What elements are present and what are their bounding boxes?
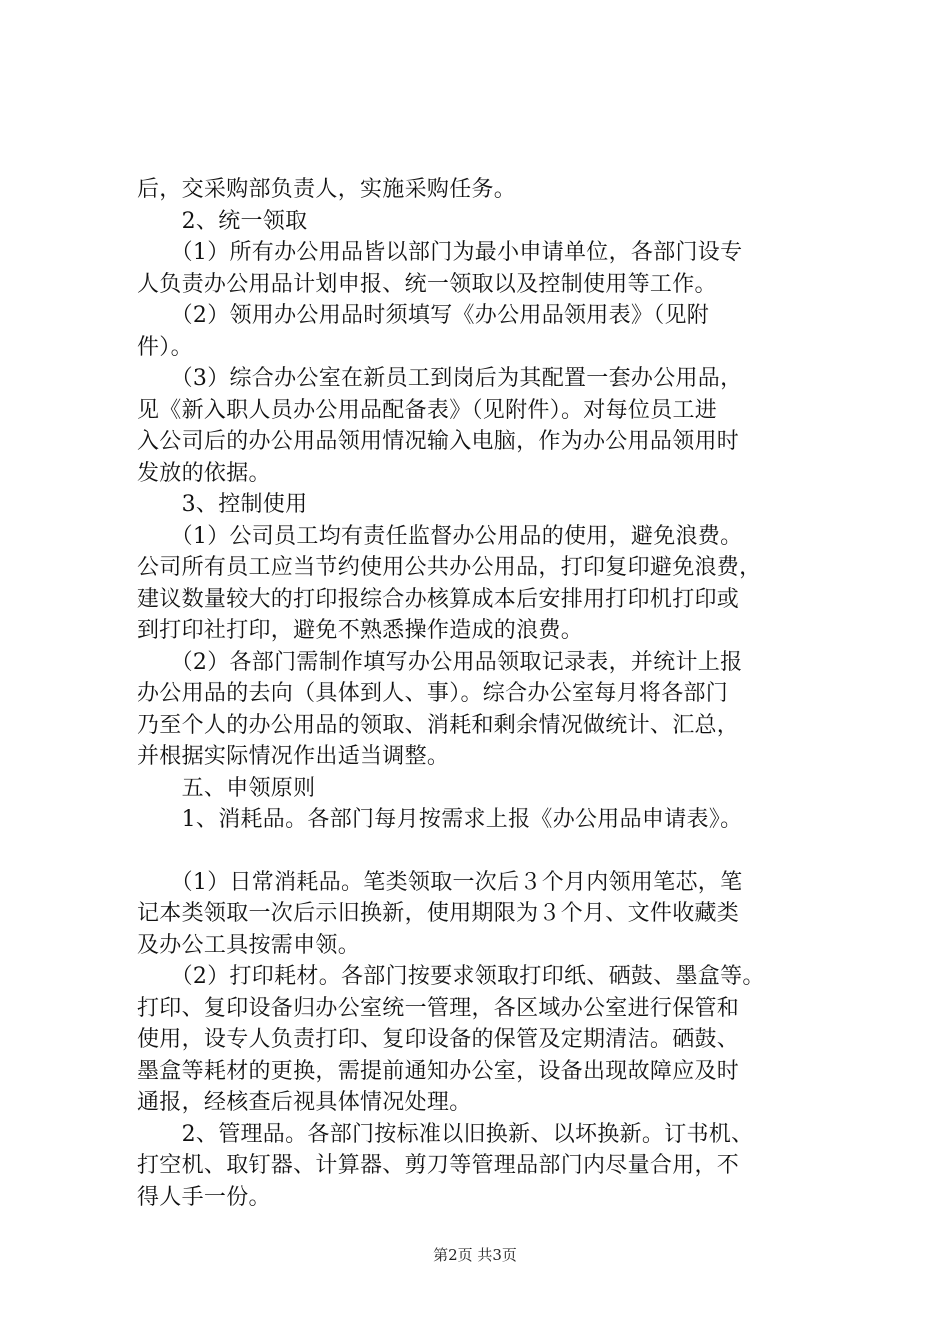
text-line: 后，交采购部负责人，实施采购任务。 <box>137 177 517 202</box>
text-line: 打印、复印设备归办公室统一管理，各区域办公室进行保管和 <box>137 995 740 1021</box>
text-line: 入公司后的办公用品领用情况输入电脑，作为办公用品领用时 <box>137 429 740 454</box>
blank-line <box>137 836 837 867</box>
text-line: 件）。 <box>137 334 193 360</box>
text-line: 2、管理品。各部门按标准以旧换新、以坏换新。订书机、 <box>137 1121 754 1147</box>
text-line: 建议数量较大的打印报综合办核算成本后安排用打印机打印或 <box>137 586 740 612</box>
text-line: 1、消耗品。各部门每月按需求上报《办公用品申请表》。 <box>137 807 743 832</box>
section-heading: 五、申领原则 <box>137 775 316 801</box>
text-line: 办公用品的去向（具体到人、事）。综合办公室每月将各部门 <box>137 681 729 706</box>
text-line: （2）领用办公用品时须填写《办公用品领用表》（见附 <box>137 303 710 328</box>
text-line: 到打印社打印，避免不熟悉操作造成的浪费。 <box>137 618 584 643</box>
text-line: （1）日常消耗品。笔类领取一次后３个月内领用笔芯，笔 <box>137 869 743 895</box>
text-line: （3）综合办公室在新员工到岗后为其配置一套办公用品， <box>137 366 743 391</box>
text-line: 打空机、取钉器、计算器、剪刀等管理品部门内尽量合用，不 <box>137 1153 740 1178</box>
text-line: 墨盒等耗材的更换，需提前通知办公室，设备出现故障应及时 <box>137 1058 740 1084</box>
text-line: （2）各部门需制作填写办公用品领取记录表，并统计上报 <box>137 649 743 675</box>
text-line: （2）打印耗材。各部门按要求领取打印纸、硒鼓、墨盒等。 <box>137 964 765 989</box>
text-line: 及办公工具按需申领。 <box>137 932 361 958</box>
text-line: （1）所有办公用品皆以部门为最小申请单位，各部门设专 <box>137 240 743 265</box>
text-line: 乃至个人的办公用品的领取、消耗和剩余情况做统计、汇总， <box>137 712 740 738</box>
text-line: 人负责办公用品计划申报、统一领取以及控制使用等工作。 <box>137 271 717 297</box>
text-line: 记本类领取一次后示旧换新，使用期限为３个月、文件收藏类 <box>137 901 740 926</box>
document-body <box>137 174 837 1213</box>
page-number-footer: 第2页 共3页 <box>433 1246 517 1264</box>
text-line: 公司所有员工应当节约使用公共办公用品，打印复印避免浪费， <box>137 555 762 580</box>
text-line: 发放的依据。 <box>137 460 271 486</box>
text-line: （1）公司员工均有责任监督办公用品的使用，避免浪费。 <box>137 523 743 549</box>
text-line: 得人手一份。 <box>137 1184 271 1210</box>
text-line: 并根据实际情况作出适当调整。 <box>137 744 450 769</box>
text-line: 使用，设专人负责打印、复印设备的保管及定期清洁。硒鼓、 <box>137 1027 740 1052</box>
text-line: 见《新入职人员办公用品配备表》（见附件）。对每位员工进 <box>137 397 718 423</box>
section-heading: 3、控制使用 <box>137 492 308 517</box>
section-heading: 2、统一领取 <box>137 208 308 234</box>
text-line: 通报，经核查后视具体情况处理。 <box>137 1090 472 1115</box>
